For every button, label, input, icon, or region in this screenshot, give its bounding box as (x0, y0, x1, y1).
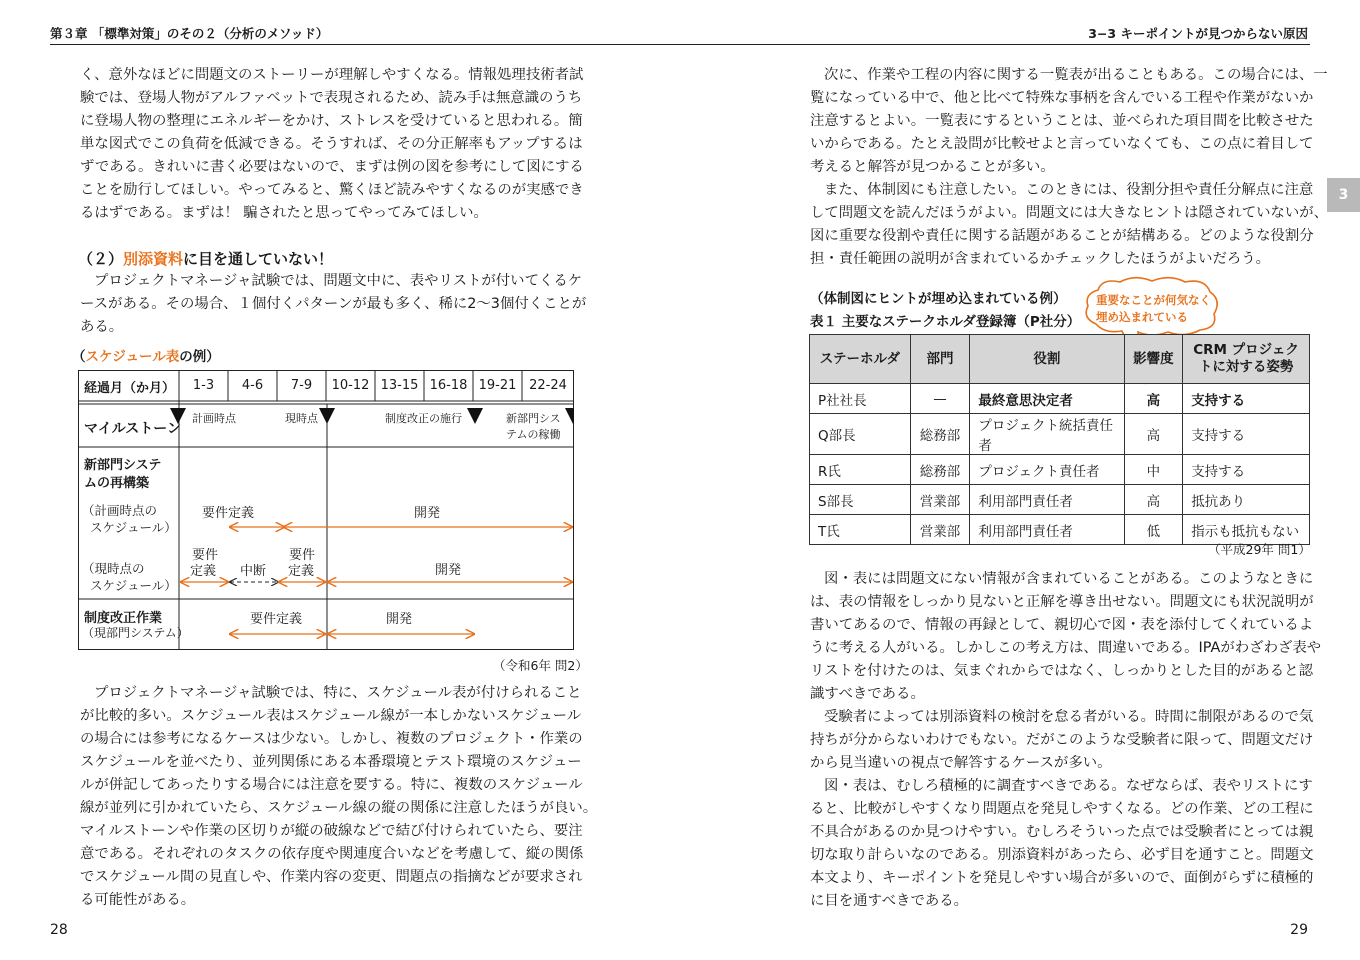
column-header (1183, 335, 1310, 384)
month-tick-label: 22-24 (529, 378, 567, 393)
example-caption: （体制図にヒントが埋め込まれている例） (810, 291, 1067, 307)
right-para2-line: 担・責任範囲の説明が含まれているかチェックしたほうがよいだろう。 (810, 251, 1271, 267)
left-body-line: でスケジュール間の見直しや、作業内容の変更、問題点の指摘などが要求され (80, 869, 583, 885)
section-heading-suffix: に目を通していない！ (183, 250, 334, 268)
plan-dev-label: 開発 (414, 506, 441, 521)
left-section-line: ースがある。その場合、１個付くパターンが最も多く、稀に2〜3個付くことが (80, 296, 587, 312)
cell-stakeholder: R氏 (810, 455, 911, 485)
right-body-line: 書いてあるので、情報の再録として、親切心で図・表を添付してくれているよ (810, 617, 1314, 633)
section-heading-prefix: （２） (78, 250, 124, 268)
cell-stance: 抵抗あり (1183, 485, 1310, 515)
cell-stance: 支持する (1183, 455, 1310, 485)
right-para1-line: いからである。たとえ設問が比較せよと言っていなくても、この点に着目して (810, 136, 1314, 152)
left-body-line: の場合には参考になるケースは少ない。しかし、複数のプロジェクト・作業の (80, 731, 583, 747)
table-header-row (810, 335, 1310, 384)
right-para1-line: 考えると解答が見つかることが多い。 (810, 159, 1055, 175)
stakeholder-table (809, 334, 1310, 545)
cell-department: 営業部 (910, 515, 970, 545)
callout-text: 重要なことが何気なく (1096, 293, 1211, 307)
left-body-line: 意である。それぞれのタスクの依存度や関連度合いなどを考慮して、縦の関係 (80, 846, 584, 862)
cell-role: 最終意思決定者 (970, 384, 1124, 414)
right-body-line: うに考える人がいる。しかしこの考え方は、間違いである。IPAがわざわざ表や (810, 640, 1322, 656)
schedule-caption-highlight: スケジュール表 (85, 349, 180, 365)
left-intro-line: ことを励行してほしい。やってみると、驚くほど読みやすくなるのが実感でき (80, 182, 584, 198)
column-header: ステーホルダ (810, 335, 911, 384)
right-para1-line: 覧になっている中で、他と比べて特殊な事柄を含んでいる工程や作業がないか (810, 90, 1314, 106)
right-body-line: 不具合があるのか見つけやすい。むしろそういった点では受験者にとっては親 (810, 824, 1314, 840)
month-tick-label: 1-3 (192, 378, 215, 393)
months-header-label: 経過月（か月） (84, 381, 176, 396)
column-header: 影響度 (1124, 335, 1183, 384)
right-body-line: 持ちが分からないわけでもない。だがこのような受験者に限って、問題文だけ (810, 732, 1314, 748)
left-body-line: マイルストーンや作業の区切りが縦の破線などで結び付けられていたら、要注 (80, 823, 583, 839)
milestone-label: テムの稼働 (506, 428, 561, 441)
right-para2-line: して問題文を読んだほうがよい。問題文には大きなヒントは隠されていないが、 (810, 205, 1329, 221)
page-number-right: 29 (1290, 922, 1308, 938)
right-body-line: 受験者によっては別添資料の検討を怠る者がいる。時間に制限があるので気 (824, 709, 1314, 725)
column-header-line: CRM プロジェク (1193, 342, 1299, 358)
cell-stakeholder: T氏 (810, 515, 911, 545)
right-body-line: は、表の情報をしっかり見ないと正解を導き出せない。問題文にも状況説明が (810, 594, 1314, 610)
cell-stakeholder: Q部長 (810, 414, 911, 455)
cell-role: 利用部門責任者 (970, 485, 1124, 515)
cell-stance: 支持する (1183, 414, 1310, 455)
schedule-chart (78, 370, 574, 650)
cell-stakeholder: P社社長 (810, 384, 911, 414)
table-caption: 表１ 主要なステークホルダ登録簿（P社分） (810, 314, 1081, 330)
system-row-label: ムの再構築 (84, 476, 150, 491)
cell-department: 総務部 (910, 414, 970, 455)
current-schedule-label: （現時点の (82, 561, 145, 576)
cell-stance: 指示も抵抗もない (1183, 515, 1310, 545)
cell-department: 総務部 (910, 455, 970, 485)
column-header: 部門 (910, 335, 970, 384)
schedule-caption (72, 345, 220, 365)
milestone-row-label: マイルストーン (84, 421, 182, 437)
right-body-line: リストを付けたのは、気まぐれからではなく、しっかりとした目的があると認 (810, 663, 1313, 679)
header-chapter-title: 第３章 「標準対策」のその２（分析のメソッド） (50, 26, 329, 41)
callout-text: 埋め込まれている (1096, 310, 1188, 324)
cell-influence: 低 (1124, 515, 1183, 545)
left-body-line: プロジェクトマネージャ試験では、特に、スケジュール表が付けられること (94, 685, 582, 701)
left-body-line: る可能性がある。 (80, 892, 196, 908)
cell-department: — (910, 384, 970, 414)
reform-row-label: 制度改正作業 (84, 611, 163, 626)
cell-influence: 高 (1124, 414, 1183, 455)
right-body-line: ると、比較がしやすくなり問題点を発見しやすくなる。どの作業、どの工程に (810, 801, 1314, 817)
table-row (810, 414, 1310, 455)
cell-role: プロジェクト責任者 (970, 455, 1124, 485)
chapter-tab: 3 (1327, 178, 1360, 212)
section-heading (78, 248, 333, 269)
table-row (810, 384, 1310, 414)
current-req-def-label: 定義 (190, 564, 217, 579)
page-number-left: 28 (50, 922, 68, 938)
plan-req-def-label: 要件定義 (202, 506, 255, 521)
right-para1-line: 注意するとよい。一覧表にするということは、並べられた項目間を比較させた (810, 113, 1314, 129)
left-intro-line: 験では、登場人物がアルファベットで表現されるため、読み手は無意識のうち (80, 90, 583, 106)
left-intro-line: ずである。きれいに書く必要はないので、まずは例の図を参考にして図にする (80, 159, 584, 175)
cell-department: 営業部 (910, 485, 970, 515)
month-tick-label: 13-15 (380, 378, 419, 393)
cell-influence: 高 (1124, 384, 1183, 414)
section-heading-highlight: 別添資料 (123, 250, 184, 268)
cell-role: 利用部門責任者 (970, 515, 1124, 545)
current-dev-label: 開発 (435, 563, 462, 578)
table-row (810, 485, 1310, 515)
current-req-def-label: 要件 (192, 548, 219, 563)
cell-influence: 高 (1124, 485, 1183, 515)
milestone-label: 計画時点 (192, 412, 236, 425)
right-body-line: 図・表は、むしろ積極的に調査すべきである。なぜならば、表やリストにす (824, 778, 1313, 794)
cell-role: プロジェクト統括責任者 (970, 414, 1124, 455)
header-rule (50, 44, 1310, 45)
plan-schedule-label: （計画時点の (82, 503, 158, 518)
current-schedule-label: スケジュール） (90, 578, 177, 593)
month-tick-label: 10-12 (331, 378, 370, 393)
right-para2-line: また、体制図にも注意したい。このときには、役割分担や責任分解点に注意 (824, 182, 1314, 198)
header-section-title: 3−3 キーポイントが見つからない原因 (1088, 26, 1308, 41)
schedule-source: （令和6年 問2） (493, 658, 588, 673)
milestone-label: 新部門シス (506, 412, 561, 425)
current-req-def-label: 要件 (289, 548, 316, 563)
schedule-caption-open: （ (72, 349, 86, 365)
month-tick-label: 7-9 (290, 378, 313, 393)
right-body-line: 切な取り計らいなのである。別添資料があったら、必ず目を通すこと。問題文 (810, 847, 1314, 863)
left-body-line: 線が並列に引かれていたら、スケジュール線の縦の関係に注意したほうが良い。 (80, 800, 598, 816)
column-header-line: トに対する姿勢 (1198, 359, 1294, 375)
table-source: （平成29年 問1） (1208, 542, 1311, 557)
month-tick-label: 4-6 (241, 378, 264, 393)
left-intro-line: るはずである。まずは！ 騙されたと思ってやってみてほしい。 (80, 205, 488, 221)
left-section-line: ある。 (80, 319, 124, 335)
cell-stance: 支持する (1183, 384, 1310, 414)
left-body-line: ルが併記してあったりする場合には注意を要する。特に、複数のスケジュール (80, 777, 583, 793)
left-intro-line: く、意外なほどに問題文のストーリーが理解しやすくなる。情報処理技術者試 (80, 67, 584, 83)
month-tick-label: 19-21 (478, 378, 517, 393)
current-req-def-label: 定義 (288, 564, 315, 579)
reform-row-label: （現部門システム） (82, 626, 189, 640)
table-row (810, 455, 1310, 485)
left-body-line: スケジュールを並べたり、並列関係にある本番環境とテスト環境のスケジュー (80, 754, 582, 770)
left-intro-line: 単な図式でこの負荷を低減できる。そうすれば、その分正解率もアップするは (80, 136, 583, 152)
month-tick-label: 16-18 (429, 378, 468, 393)
right-para2-line: 図に重要な役割や責任に関する話題があることが結構ある。どのような役割分 (810, 228, 1314, 244)
schedule-caption-rest: の例） (179, 349, 220, 365)
right-body-line: に目を通すべきである。 (810, 893, 969, 909)
left-intro-line: に登場人物の整理にエネルギーをかけ、ストレスを受けていると思われる。簡 (80, 113, 583, 129)
reform-req-def-label: 要件定義 (250, 612, 303, 627)
right-para1-line: 次に、作業や工程の内容に関する一覧表が出ることもある。この場合には、一 (824, 67, 1328, 83)
system-row-label: 新部門システ (84, 458, 162, 473)
cell-influence: 中 (1124, 455, 1183, 485)
current-pause-label: 中断 (240, 564, 267, 579)
right-body-line: から見当違いの視点で解答するケースが多い。 (810, 755, 1112, 771)
reform-dev-label: 開発 (386, 612, 413, 627)
left-section-line: プロジェクトマネージャ試験では、問題文中に、表やリストが付いてくるケ (94, 273, 583, 289)
milestone-label: 現時点 (285, 412, 318, 425)
right-body-line: 識すべきである。 (810, 686, 925, 702)
right-body-line: 図・表には問題文にない情報が含まれていることがある。このようなときに (824, 571, 1314, 587)
left-body-line: が比較的多い。スケジュール表はスケジュール線が一本しかないスケジュール (80, 708, 582, 724)
plan-schedule-label: スケジュール） (90, 520, 177, 535)
milestone-label: 制度改正の施行 (385, 412, 462, 425)
cell-stakeholder: S部長 (810, 485, 911, 515)
right-body-line: 本文より、キーポイントを発見しやすい場合が多いので、面倒がらずに積極的 (810, 870, 1314, 886)
column-header: 役割 (970, 335, 1124, 384)
